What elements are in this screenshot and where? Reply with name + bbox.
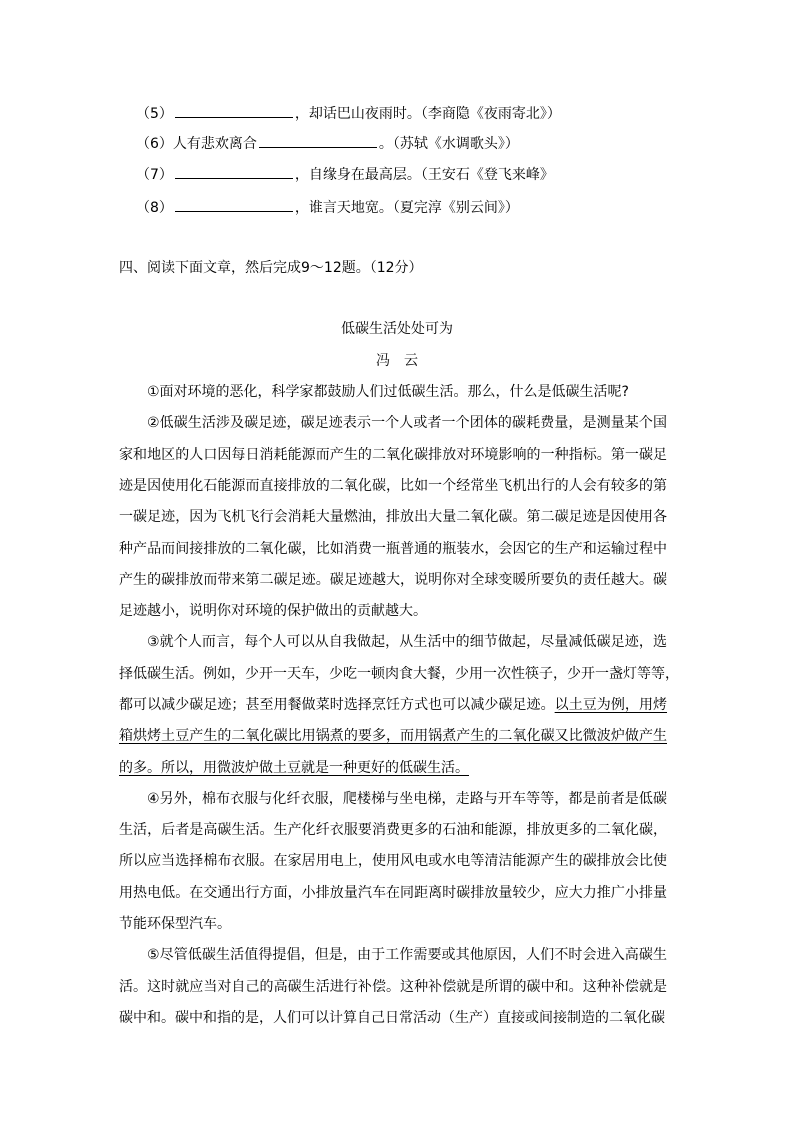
fill-item xyxy=(136,103,561,123)
underlined-text: 以土豆为例，用烤 xyxy=(554,697,668,713)
paragraph-line xyxy=(119,476,667,496)
answer-blank[interactable] xyxy=(175,103,293,118)
line-text: 足迹越小，说明你对环境的保护做出的贡献越大。 xyxy=(119,603,427,619)
paragraph-line xyxy=(119,664,679,684)
paragraph-line xyxy=(119,601,427,621)
underlined-text: 的多。所以，用微波炉做土豆就是一种更好的低碳生活。 xyxy=(119,760,469,776)
line-text: 种产品而间接排放的二氧化碳，比如消费一瓶普通的瓶装水，会因它的生产和运输过程中 xyxy=(119,541,667,557)
paragraph-line xyxy=(119,1008,665,1028)
line-text: 一碳足迹，因为飞机飞行会消耗大量燃油，排放出大量二氧化碳。第二碳足迹是因使用各 xyxy=(119,509,667,525)
paragraph-line xyxy=(119,445,667,465)
paragraph-line xyxy=(147,945,667,965)
answer-blank[interactable] xyxy=(259,133,377,148)
answer-blank[interactable] xyxy=(175,197,293,212)
item-text-after: ，自缘身在最高层。（王安石《登飞来峰》 xyxy=(294,167,554,183)
item-number: （7） xyxy=(136,167,173,183)
paragraph-line xyxy=(119,883,667,903)
underlined-text: 箱烘烤土豆产生的二氧化碳比用锅煮的要多，而用锅煮产生的二氧化碳又比微波炉做产生 xyxy=(119,728,667,744)
line-text: 择低碳生活。例如，少开一天车，少吃一顿肉食大餐，少用一次性筷子，少开一盏灯等等， xyxy=(119,666,679,682)
paragraph-line xyxy=(119,695,667,715)
article-title: 低碳生活处处可为 xyxy=(341,321,453,337)
paragraph-line xyxy=(119,726,667,746)
paragraph-line xyxy=(119,758,469,778)
line-text: 所以应当选择棉布衣服。在家居用电上，使用风电或水电等清洁能源产生的碳排放会比使 xyxy=(119,853,667,869)
line-text: ③就个人而言，每个人可以从自我做起，从生活中的细节做起，尽量减低碳足迹，选 xyxy=(147,634,667,650)
item-number: （8） xyxy=(136,200,173,216)
line-text: 用热电低。在交通出行方面，小排放量汽车在同距离时碳排放量较少，应大力推广小排量 xyxy=(119,885,667,901)
section-heading: 四、阅读下面文章，然后完成9～12题。（12分） xyxy=(119,260,423,276)
line-text: 都可以减少碳足迹；甚至用餐做菜时选择烹饪方式也可以减少碳足迹。 xyxy=(119,697,555,713)
answer-blank[interactable] xyxy=(175,164,293,179)
fill-item xyxy=(136,197,519,217)
paragraph-line xyxy=(119,820,667,840)
paragraph-line xyxy=(119,539,667,559)
paragraph-line xyxy=(147,382,629,402)
paragraph-line xyxy=(119,977,667,997)
line-text: 活。这时就应当对自己的高碳生活进行补偿。这种补偿就是所谓的碳中和。这种补偿就是 xyxy=(119,979,667,995)
article-author: 冯 云 xyxy=(376,353,418,369)
item-text-before: 人有悲欢离合 xyxy=(172,136,257,152)
paragraph-line xyxy=(119,851,667,871)
paragraph-line xyxy=(119,507,667,527)
line-text: ④另外，棉布衣服与化纤衣服，爬楼梯与坐电梯，走路与开车等等，都是前者是低碳 xyxy=(147,791,667,807)
paragraph-line xyxy=(147,632,667,652)
line-text: ②低碳生活涉及碳足迹，碳足迹表示一个人或者一个团体的碳耗费量，是测量某个国 xyxy=(147,415,667,431)
line-text: 碳中和。碳中和指的是，人们可以计算自己日常活动（生产）直接或间接制造的二氧化碳 xyxy=(119,1010,665,1026)
paragraph-line xyxy=(119,570,667,590)
item-number: （5） xyxy=(136,106,173,122)
line-text: 节能环保型汽车。 xyxy=(119,916,231,932)
fill-item xyxy=(136,164,554,184)
item-text-after: 。（苏轼《水调歌头》） xyxy=(378,136,519,152)
paragraph-line xyxy=(147,413,667,433)
item-number: （6） xyxy=(136,136,173,152)
item-text-after: ，谁言天地宽。（夏完淳《别云间》） xyxy=(294,200,519,216)
line-text: 产生的碳排放而带来第二碳足迹。碳足迹越大，说明你对全球变暖所要负的责任越大。碳 xyxy=(119,572,667,588)
paragraph-line xyxy=(119,914,231,934)
line-text: 家和地区的人口因每日消耗能源而产生的二氧化碳排放对环境影响的一种指标。第一碳足 xyxy=(119,447,667,463)
line-text: ⑤尽管低碳生活值得提倡，但是，由于工作需要或其他原因，人们不时会进入高碳生 xyxy=(147,947,667,963)
line-text: 迹是因使用化石能源而直接排放的二氧化碳，比如一个经常坐飞机出行的人会有较多的第 xyxy=(119,478,667,494)
line-text: 生活，后者是高碳生活。生产化纤衣服要消费更多的石油和能源，排放更多的二氧化碳， xyxy=(119,822,667,838)
item-text-after: ，却话巴山夜雨时。（李商隐《夜雨寄北》） xyxy=(294,106,561,122)
line-text: ①面对环境的恶化，科学家都鼓励人们过低碳生活。那么，什么是低碳生活呢? xyxy=(147,384,629,400)
paragraph-line xyxy=(147,789,667,809)
fill-item xyxy=(136,133,519,153)
